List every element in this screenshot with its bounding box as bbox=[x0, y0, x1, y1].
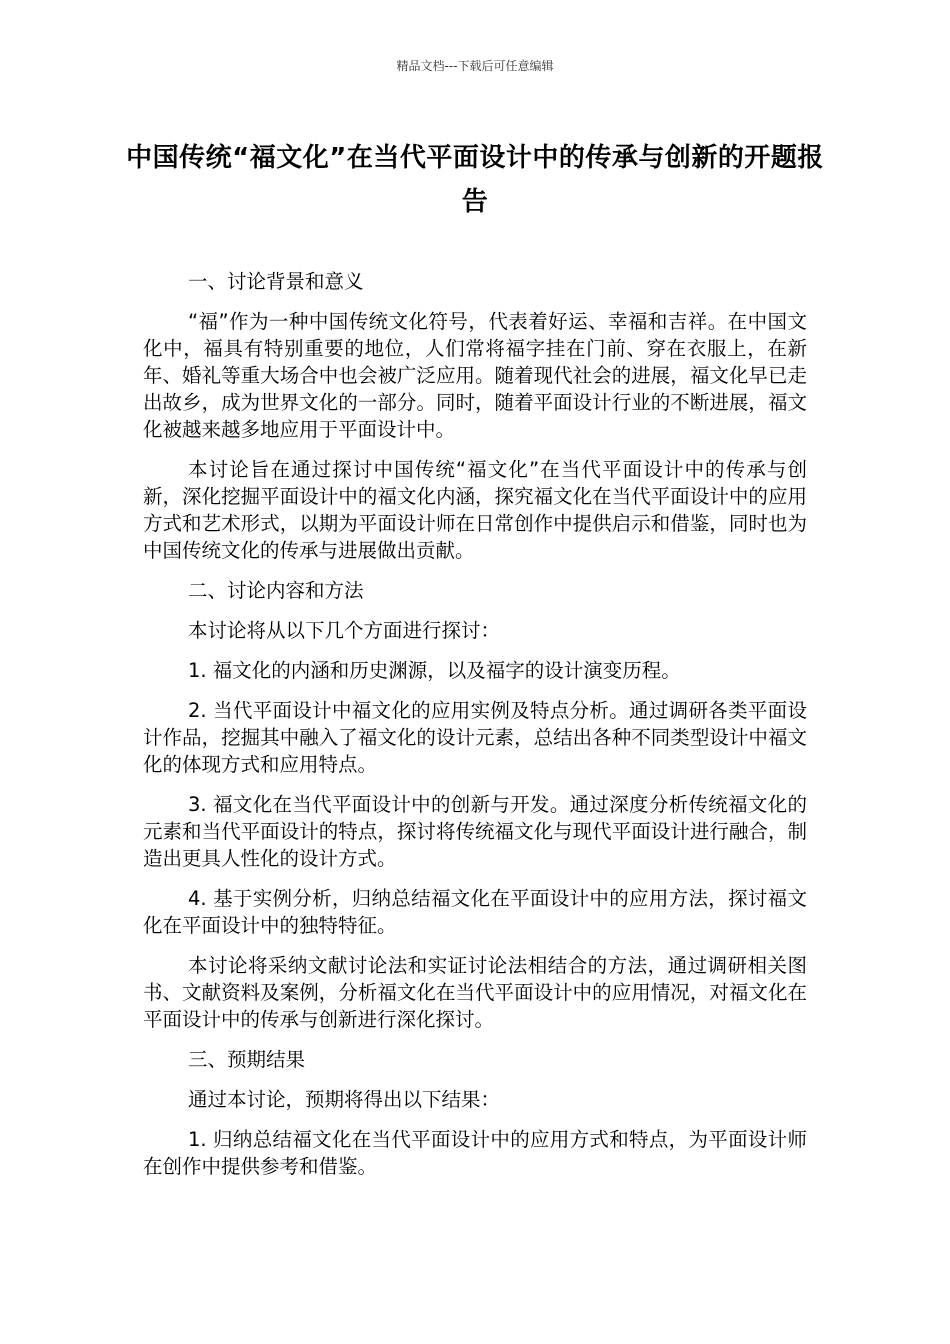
paragraph-methods: 本讨论将采纳文献讨论法和实证讨论法相结合的方法，通过调研相关图书、文献资料及案例，分析福文化在当代平面设计中的应用情况，对福文化在平面设计中的传承与创新进行深化探讨。 bbox=[143, 954, 807, 1031]
list-item-2: 2. 当代平面设计中福文化的应用实例及特点分析。通过调研各类平面设计作品，挖掘其中融入了福文化的设计元素，总结出各种不同类型设计中福文化的体现方式和应用特点。 bbox=[143, 699, 807, 776]
section-heading-background: 一、讨论背景和意义 bbox=[188, 270, 364, 293]
section-heading-content-methods: 二、讨论内容和方法 bbox=[188, 579, 364, 602]
paragraph-research-aim: 本讨论旨在通过探讨中国传统“福文化”在当代平面设计中的传承与创新，深化挖掘平面设计中的福文化内涵，探究福文化在当代平面设计中的应用方式和艺术形式，以期为平面设计师在日常创作中提供启示和借鉴，同时也为中国传统文化的传承与进展做出贡献。 bbox=[143, 458, 807, 562]
document-body bbox=[143, 268, 807, 1193]
list-item-4: 4. 基于实例分析，归纳总结福文化在平面设计中的应用方法，探讨福文化在平面设计中的独特特征。 bbox=[143, 887, 807, 937]
paragraph-research-aspects-intro: 本讨论将从以下几个方面进行探讨： bbox=[188, 619, 501, 642]
document-title: 中国传统“福文化”在当代平面设计中的传承与创新的开题报告 bbox=[126, 143, 824, 217]
list-item-1: 1. 福文化的内涵和历史渊源，以及福字的设计演变历程。 bbox=[188, 659, 681, 682]
section-heading-expected-results: 三、预期结果 bbox=[188, 1048, 306, 1071]
result-item-1: 1. 归纳总结福文化在当代平面设计中的应用方式和特点，为平面设计师在创作中提供参考和借鉴。 bbox=[143, 1128, 807, 1178]
paragraph-results-intro: 通过本讨论，预期将得出以下结果： bbox=[188, 1088, 501, 1111]
list-item-3: 3. 福文化在当代平面设计中的创新与开发。通过深度分析传统福文化的元素和当代平面设计的特点，探讨将传统福文化与现代平面设计进行融合，制造出更具人性化的设计方式。 bbox=[143, 793, 807, 870]
header-note: 精品文档---下载后可任意编辑 bbox=[396, 59, 554, 73]
paragraph-fu-symbol: “福”作为一种中国传统文化符号，代表着好运、幸福和吉祥。在中国文化中，福具有特别重要的地位，人们常将福字挂在门前、穿在衣服上，在新年、婚礼等重大场合中也会被广泛应用。随着现代社会的进展，福文化早已走出故乡，成为世界文化的一部分。同时，随着平面设计行业的不断进展，福文化被越来越多地应用于平面设计中。 bbox=[143, 310, 807, 441]
